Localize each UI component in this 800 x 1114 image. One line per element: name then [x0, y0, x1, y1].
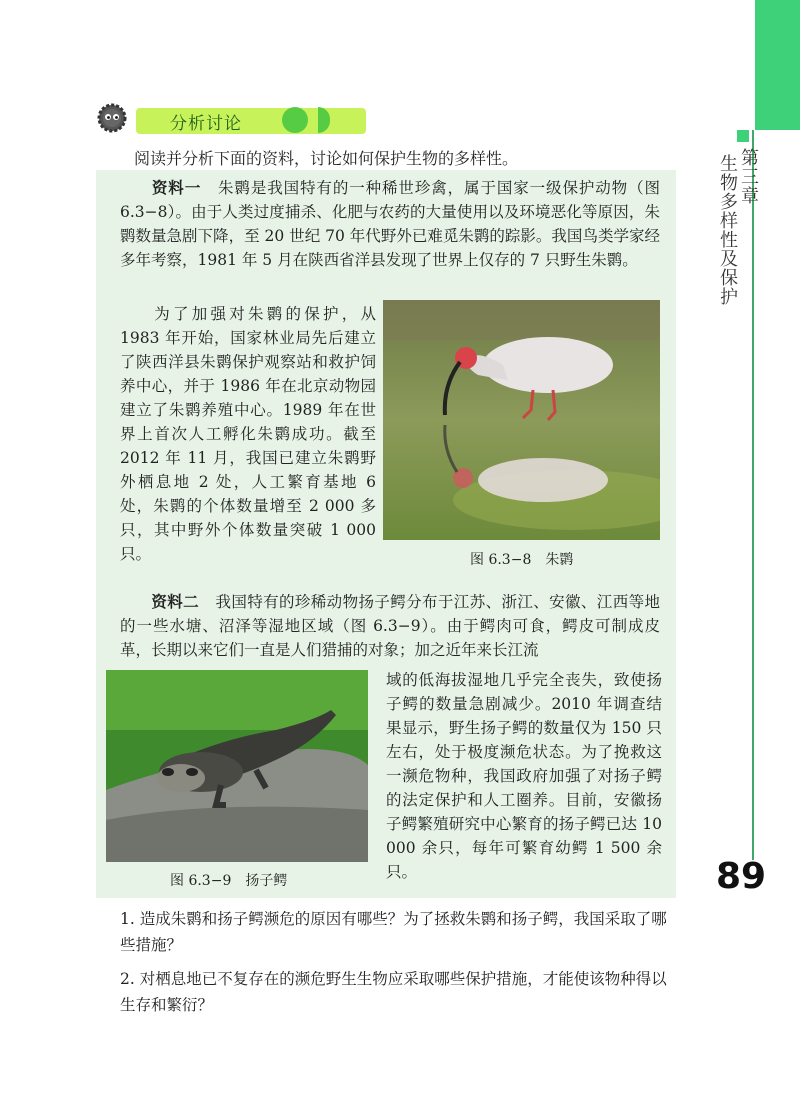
question-2: 2. 对栖息地已不复存在的濒危野生生物应采取哪些保护措施，才能使该物种得以生存和繁衍？: [120, 970, 667, 1014]
gear-icon: [96, 102, 128, 134]
material2-paragraph2: [386, 668, 662, 884]
chapter-topic: 生物多样性及保护: [717, 154, 738, 306]
material2-text2: 域的低海拔湿地几乎完全丧失，致使扬子鳄的数量急剧减少。2010 年调查结果显示，野生扬子鳄的数量仅为 150 只左右，处于极度濒危状态。为了挽救这一濒危物种，我国政府加强了对扬子鳄的法定保护和人工圈养。目前，安徽扬子鳄繁殖研究中心繁育的扬子鳄已达 10 000 余只，每年可繁育幼鳄 1 500 余只。: [386, 671, 662, 881]
material1-paragraph2: [120, 302, 376, 566]
material2-title: 资料二: [151, 592, 200, 611]
page-number: 89: [716, 856, 767, 897]
chapter-title: [717, 148, 759, 306]
material1-paragraph1: [120, 176, 660, 272]
alligator-caption: 图 6.3−9 扬子鳄: [170, 873, 288, 889]
chinese-alligator-photo: [106, 670, 368, 862]
section-intro: 阅读并分析下面的资料，讨论如何保护生物的多样性。: [134, 149, 519, 168]
section-title: 分析讨论: [170, 114, 242, 134]
question-1: 1. 造成朱鹮和扬子鳄濒危的原因有哪些？为了拯救朱鹮和扬子鳄，我国采取了哪些措施？: [120, 910, 667, 954]
chapter-label: 第三章: [738, 148, 759, 205]
chapter-tab-decoration: [755, 0, 800, 130]
crested-ibis-photo: [383, 300, 660, 540]
section-header: [96, 102, 336, 138]
material1-title: 资料一: [151, 178, 202, 197]
material2-paragraph1: [120, 590, 660, 662]
chapter-marker-square: [737, 130, 749, 142]
material1-text1: 朱鹮是我国特有的一种稀世珍禽，属于国家一级保护动物（图 6.3−8）。由于人类过度捕杀、化肥与农药的大量使用以及环境恶化等原因，朱鹮数量急剧下降，至 20 世纪 70 年代野外已难觅朱鹮的踪影。我国鸟类学家经多年考察，1981 年 5 月在陕西省洋县发现了世界上仅存的 7 只野生朱鹮。: [120, 179, 660, 269]
ibis-caption: 图 6.3−8 朱鹮: [470, 552, 574, 568]
material1-text2: 为了加强对朱鹮的保护，从 1983 年开始，国家林业局先后建立了陕西洋县朱鹮保护观察站和救护饲养中心，并于 1986 年在北京动物园建立了朱鹮养殖中心。1989 年在世界上首次人工孵化朱鹮成功。截至 2012 年 11 月，我国已建立朱鹮野外栖息地 2 处，人工繁育基地 6 处，朱鹮的个体数量增至 2 000 多只，其中野外个体数量突破 1 000 只。: [120, 305, 376, 563]
material2-text1: 我国特有的珍稀动物扬子鳄分布于江苏、浙江、安徽、江西等地的一些水塘、沼泽等湿地区域（图 6.3−9）。由于鳄肉可食，鳄皮可制成皮革，长期以来它们一直是人们猎捕的对象；加之近年来长江流: [120, 593, 660, 659]
decorative-dot: [282, 107, 308, 133]
